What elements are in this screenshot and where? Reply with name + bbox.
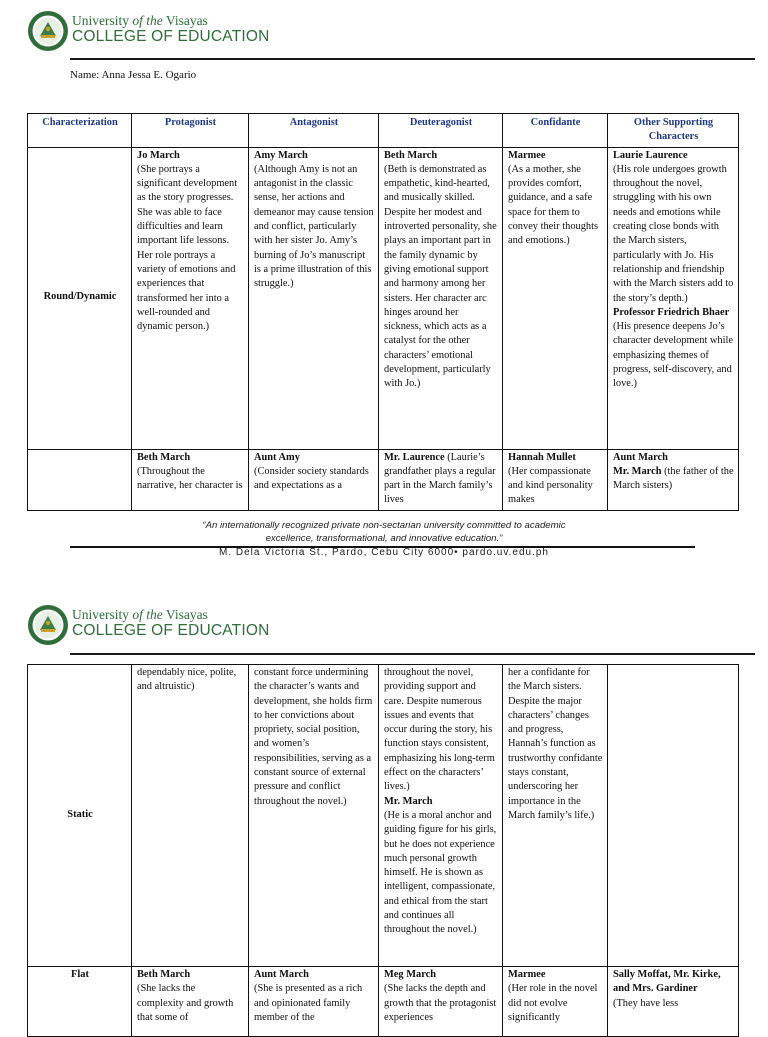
university-name: University of the Visayas xyxy=(72,13,208,28)
cell-static-antagonist-cont: constant force undermining the character’s wants and development, she holds firm to her convictions about propriety, social position, and women’s responsibilities, serving as a constant source of external pressure and conflict throughout the novel.) xyxy=(249,665,379,967)
university-seal-logo xyxy=(27,10,69,52)
table-row-static-top xyxy=(28,449,739,510)
student-name: Name: Anna Jessa E. Ogario xyxy=(70,69,197,81)
cell-round-deuteragonist: Beth March (Beth is demonstrated as empathetic, kind-hearted, and musically skilled. Despite her modest and introverted personality, she plays an important part in the family dynamic by giving emotional support and harmony among her sisters. Her character arc hinges around her sickness, which acts as a catalyst for the other characters’ emotional development, particularly with Jo.) xyxy=(379,147,503,449)
cell-round-protagonist: Jo March (She portrays a significant development as the story progresses. She was able to face difficulties and learn important life lessons. Her role portrays a variety of emotions and experiences that transformed her into a well-rounded and dynamic person.) xyxy=(132,147,249,449)
cell-round-antagonist: Amy March (Although Amy is not an antagonist in the classic sense, her actions and demeanor may cause tension and conflict, particularly with her sister Jo. Amy’s burning of Jo’s manuscript is a prime illustration of this struggle.) xyxy=(249,147,379,449)
row-label-round: Round/Dynamic xyxy=(28,147,132,449)
page-header-2 xyxy=(27,604,747,649)
footer-address: M. Dela Victoria St., Pardo, Cebu City 6000• pardo.uv.edu.ph xyxy=(219,547,549,558)
header-deuteragonist: Deuteragonist xyxy=(379,114,503,148)
table-row-round xyxy=(28,147,739,449)
header-antagonist: Antagonist xyxy=(249,114,379,148)
cell-static-other-cont xyxy=(608,665,739,967)
table-header-row xyxy=(28,114,739,148)
cell-static-other: Aunt March Mr. March (the father of the March sisters) xyxy=(608,449,739,510)
footer-motto: “An internationally recognized private non-sectarian university committed to academic excellence, transformational, and innovative education.” xyxy=(202,520,566,544)
cell-flat-protagonist: Beth March (She lacks the complexity and growth that some of xyxy=(132,967,249,1037)
table-row-flat xyxy=(28,967,739,1037)
college-name: COLLEGE OF EDUCATION xyxy=(72,622,270,639)
cell-static-protagonist-cont: dependably nice, polite, and altruistic) xyxy=(132,665,249,967)
cell-static-confidante: Hannah Mullet (Her compassionate and kind personality makes xyxy=(503,449,608,510)
cell-round-confidante: Marmee (As a mother, she provides comfort, guidance, and a safe space for them to convey their thoughts and emotions.) xyxy=(503,147,608,449)
characterization-table xyxy=(27,113,739,511)
university-seal-logo xyxy=(27,604,69,646)
page-header xyxy=(27,10,747,55)
row-label-static: Static xyxy=(28,665,132,967)
cell-static-protagonist: Beth March (Throughout the narrative, her character is xyxy=(132,449,249,510)
cell-round-other: Laurie Laurence (His role undergoes growth throughout the novel, struggling with his own needs and emotions while creating close bonds with the March sisters, particularly with Jo. His relationship and friendship with the March sisters add to the story’s depth.) Professor Friedrich Bhaer (His presence deepens Jo’s character development while emphasizing themes of progress, self-discovery, and love.) xyxy=(608,147,739,449)
cell-flat-deuteragonist: Meg March (She lacks the depth and growth that the protagonist experiences xyxy=(379,967,503,1037)
cell-flat-confidante: Marmee (Her role in the novel did not evolve significantly xyxy=(503,967,608,1037)
row-label-flat: Flat xyxy=(28,967,132,1037)
cell-flat-antagonist: Aunt March (She is presented as a rich and opinionated family member of the xyxy=(249,967,379,1037)
page-2 xyxy=(0,580,768,1024)
university-name: University of the Visayas xyxy=(72,607,208,622)
cell-flat-other: Sally Moffat, Mr. Kirke, and Mrs. Gardiner (They have less xyxy=(608,967,739,1037)
header-protagonist: Protagonist xyxy=(132,114,249,148)
header-rule-2 xyxy=(70,653,755,655)
table-row-static xyxy=(28,665,739,967)
cell-static-deuteragonist-cont: throughout the novel, providing support and care. Despite numerous issues and events that occur during the story, his function stays consistent, emphasizing his long-term effect on the characters’ lives.) Mr. March (He is a moral anchor and guiding figure for his girls, but he does not experience much personal growth himself. He is shown as intelligent, compassionate, and ethical from the start and continues all throughout the novel.) xyxy=(379,665,503,967)
header-confidante: Confidante xyxy=(503,114,608,148)
row-label-static-top xyxy=(28,449,132,510)
header-rule xyxy=(70,58,755,60)
cell-static-deuteragonist: Mr. Laurence (Laurie’s grandfather plays a regular part in the March family’s lives xyxy=(379,449,503,510)
cell-static-antagonist: Aunt Amy (Consider society standards and expectations as a xyxy=(249,449,379,510)
cell-static-confidante-cont: her a confidante for the March sisters. Despite the major characters’ changes and progress, Hannah’s function as trustworthy confidante stays constant, underscoring her importance in the March family’s life.) xyxy=(503,665,608,967)
header-other-supporting: Other Supporting Characters xyxy=(608,114,739,148)
college-name: COLLEGE OF EDUCATION xyxy=(72,28,270,45)
characterization-table-continued xyxy=(27,664,739,1037)
header-characterization: Characterization xyxy=(28,114,132,148)
